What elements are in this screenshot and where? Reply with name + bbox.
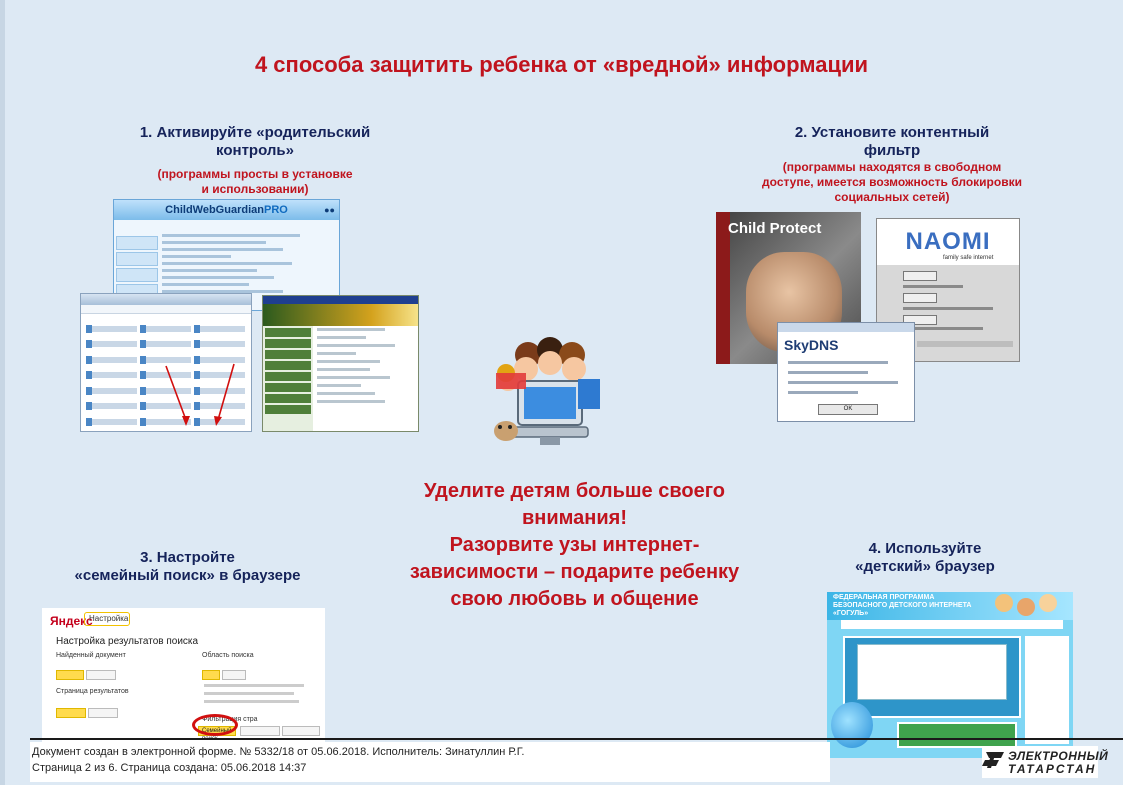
section-2-heading-line1: 2. Установите контентный	[794, 124, 990, 141]
gogul-green-banner	[897, 722, 1017, 748]
appeal-line2: внимания!	[521, 507, 628, 529]
window-controls-icon: ●●	[324, 205, 335, 215]
appeal-line5: свою любовь и общение	[450, 588, 699, 610]
skydns-logo: SkyDNS	[784, 337, 839, 353]
kids-computer-illustration	[490, 335, 610, 455]
skydns-screenshot	[777, 322, 915, 422]
section-2-note-line2: доступе, имеется возможность блокировки	[762, 175, 1022, 189]
section-4-heading	[810, 540, 1040, 576]
naomi-stop-button	[903, 293, 937, 303]
gogul-title: ФЕДЕРАЛЬНАЯ ПРОГРАММА БЕЗОПАСНОГО ДЕТСКОГО ИНТЕРНЕТА «ГОГУЛЬ»	[833, 594, 972, 617]
skydns-ok-label: OK	[843, 406, 853, 412]
appeal-text	[352, 478, 797, 613]
section-2-heading	[722, 124, 1062, 160]
section-1-heading	[100, 124, 410, 160]
childwebguardian-titlebar	[114, 200, 339, 220]
brand-line-2: ТАТАРСТАН	[1008, 762, 1097, 776]
gogul-browser-screenshot	[827, 592, 1073, 758]
control-panel-address-bar	[81, 305, 251, 314]
section-2-note	[712, 160, 1072, 205]
section-3-heading	[30, 549, 345, 585]
section-3-heading-line1: 3. Настройте	[140, 549, 235, 566]
footer-line-2: Страница 2 из 6. Страница создана: 05.06.2018 14:37	[32, 762, 307, 774]
section-1-heading-line1: 1. Активируйте «родительский	[139, 124, 371, 141]
appeal-line3: Разорвите узы интернет-	[449, 534, 700, 556]
bird-mascot-icon	[831, 702, 873, 748]
section-2-heading-line2: фильтр	[863, 142, 921, 159]
red-arrows-icon	[160, 360, 240, 432]
childwebguardian-title-pro: PRO	[263, 204, 288, 216]
appeal-line4: зависимости – подарите ребенку	[409, 561, 740, 583]
page-left-edge	[0, 0, 5, 785]
kaspersky-screenshot	[262, 295, 419, 432]
section-2-note-line1: (программы находятся в свободном	[782, 160, 1002, 174]
yandex-area-label: Область поиска	[202, 652, 254, 659]
childwebguardian-title: ChildWebGuardian	[165, 204, 264, 216]
yandex-settings-heading: Настройка результатов поиска	[56, 636, 199, 647]
yandex-family-search-label: Семейный	[202, 728, 232, 734]
footer-line-1: Документ создан в электронной форме. № 5332/18 от 05.06.2018. Исполнитель: Зинатуллин Р.Г.	[32, 746, 525, 758]
skydns-titlebar	[778, 323, 914, 332]
yandex-settings-tab: Настройка	[84, 612, 130, 626]
yandex-logo: Яндекс	[50, 614, 93, 628]
gogul-menu	[841, 620, 1063, 629]
section-1-heading-line2: контроль»	[216, 142, 294, 159]
section-1-note	[100, 167, 410, 197]
kaspersky-sidebar	[263, 326, 313, 431]
skydns-ok-button	[818, 404, 878, 415]
electronic-tatarstan-mark-icon	[982, 750, 1004, 770]
section-1-note-line2: и использовании)	[201, 182, 309, 196]
control-panel-titlebar	[81, 294, 251, 305]
appeal-line1: Уделите детям больше своего	[423, 480, 726, 502]
section-3-heading-line2: «семейный поиск» в браузере	[74, 567, 301, 584]
naomi-hide-button	[903, 271, 937, 281]
section-2-note-line3: социальных сетей)	[834, 190, 950, 204]
kaspersky-titlebar	[263, 296, 418, 304]
section-1-note-line1: (программы просты в установке	[157, 167, 353, 181]
section-4-heading-line1: 4. Используйте	[868, 540, 982, 557]
yandex-results-label: Страница результатов	[56, 688, 129, 695]
electronic-tatarstan-logo	[982, 746, 1109, 778]
yandex-settings-screenshot	[42, 608, 325, 758]
naomi-tagline: family safe internet	[943, 255, 994, 261]
highlight-circle-icon	[192, 714, 238, 736]
page-title: 4 способа защитить ребенка от «вредной» информации	[254, 52, 869, 77]
yandex-found-label: Найденный документ	[56, 652, 126, 659]
section-4-heading-line2: «детский» браузер	[855, 558, 995, 575]
child-protect-title: Child Protect	[728, 220, 822, 237]
kaspersky-content	[317, 328, 414, 427]
kaspersky-header	[263, 304, 418, 326]
footer-rule	[30, 738, 1123, 740]
gogul-preview	[857, 644, 1007, 700]
yandex-filter-label: Фильтрация стра	[202, 716, 258, 723]
naomi-logo-text: NAOMI	[905, 228, 991, 255]
gogul-sidebar	[1025, 636, 1069, 744]
brand-line-1: ЭЛЕКТРОННЫЙ	[1008, 749, 1109, 763]
